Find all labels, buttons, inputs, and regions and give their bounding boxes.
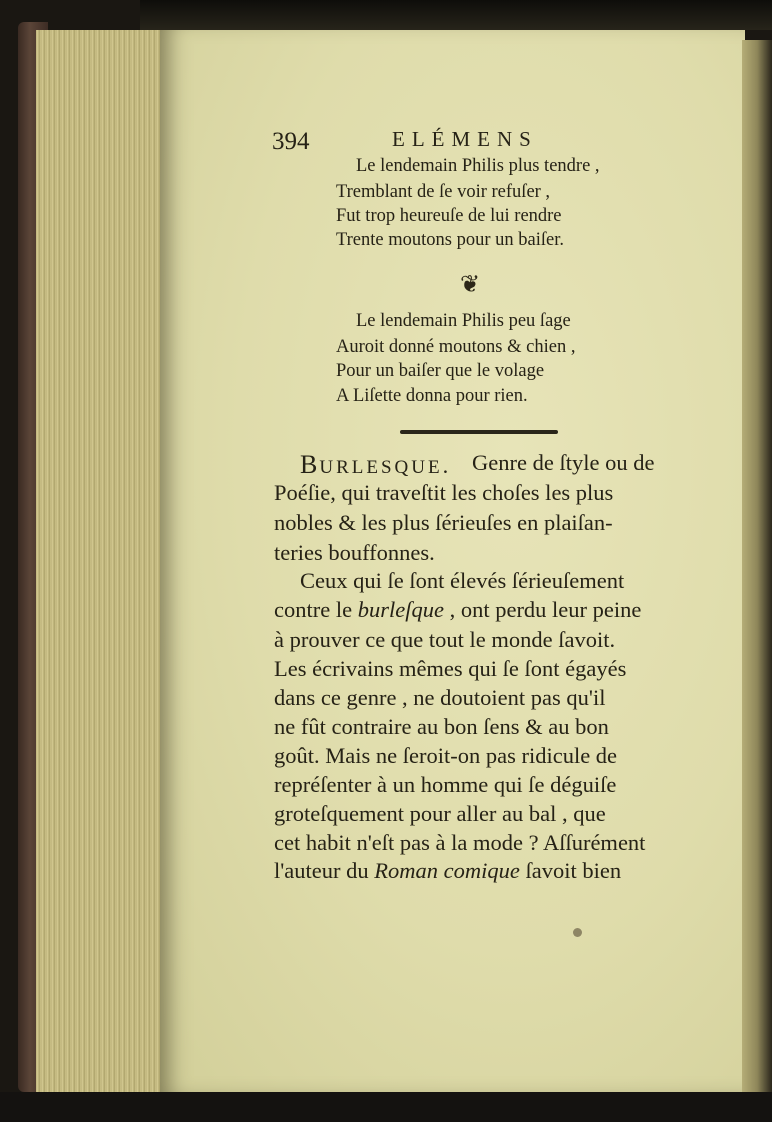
facing-page-edge — [742, 40, 772, 1100]
prose-line: Genre de ſtyle ou de — [472, 450, 655, 475]
headword-rest: URLESQUE — [319, 457, 443, 478]
bottom-shadow — [0, 1092, 772, 1122]
fleuron-ornament: ❦ — [460, 272, 481, 298]
prose-text: l'auteur du — [274, 858, 369, 883]
prose-line: Ceux qui ſe ſont élevés ſérieuſement — [300, 568, 625, 593]
headword — [300, 450, 451, 480]
verse-line: A Liſette donna pour rien. — [336, 386, 528, 406]
prose-line-part — [274, 858, 621, 884]
prose-line: nobles & les plus ſérieuſes en plaiſan- — [274, 510, 613, 535]
verse-line: Trente moutons pour un baiſer. — [336, 230, 564, 250]
prose-line: Poéſie, qui traveſtit les choſes les plus — [274, 480, 614, 505]
verse-line: Auroit donné moutons & chien , — [336, 337, 576, 357]
verse-line: Pour un baiſer que le volage — [336, 361, 545, 381]
page-number: 394 — [272, 128, 310, 155]
running-head: ELÉMENS — [392, 127, 538, 151]
prose-text: ſavoit bien — [525, 858, 622, 883]
verse-line: Le lendemain Philis peu ſage — [356, 311, 571, 331]
ink-spot — [573, 928, 582, 937]
prose-italic: burleſque — [357, 597, 444, 622]
prose-line: repréſenter à un homme qui ſe déguiſe — [274, 772, 617, 797]
prose-italic: Roman comique — [374, 858, 520, 883]
prose-line: dans ce genre , ne doutoient pas qu'il — [274, 685, 606, 710]
prose-line: teries bouffonnes. — [274, 540, 435, 565]
verse-line: Le lendemain Philis plus tendre , — [356, 156, 600, 176]
prose-text: , ont perdu leur peine — [449, 597, 642, 622]
verse-line: Fut trop heureuſe de lui rendre — [336, 206, 562, 226]
headword-initial: B — [300, 450, 320, 479]
verse-line: Tremblant de ſe voir refuſer , — [336, 182, 551, 202]
section-rule — [400, 430, 558, 434]
prose-line: groteſquement pour aller au bal , que — [274, 801, 606, 826]
prose-line-part — [274, 597, 641, 623]
prose-line: ne fût contraire au bon ſens & au bon — [274, 714, 609, 739]
prose-line: Les écrivains mêmes qui ſe ſont égayés — [274, 656, 627, 681]
prose-line: cet habit n'eſt pas à la mode ? Aſſurément — [274, 830, 646, 855]
headword-dot: . — [442, 453, 452, 478]
prose-line: goût. Mais ne ſeroit-on pas ridicule de — [274, 743, 618, 768]
top-shadow — [140, 0, 772, 30]
prose-text: contre le — [274, 597, 353, 622]
prose-line: à prouver ce que tout le monde ſavoit. — [274, 627, 616, 652]
page-edges — [36, 30, 168, 1092]
